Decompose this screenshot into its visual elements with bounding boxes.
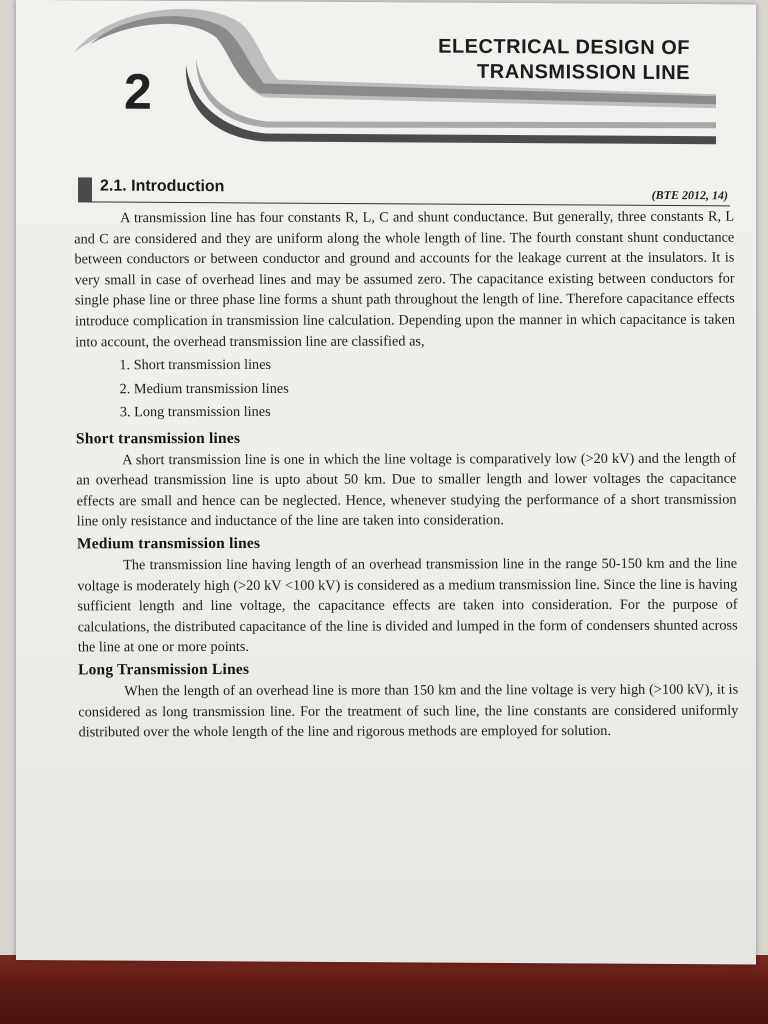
- page-content: [74, 207, 739, 744]
- list-item: 1. Short transmission lines: [119, 357, 272, 374]
- section-reference: (BTE 2012, 14): [651, 187, 728, 203]
- short-lines-heading: Short transmission lines: [75, 429, 241, 448]
- chapter-title-line1: ELECTRICAL DESIGN OF: [438, 35, 690, 60]
- classification-list: [75, 353, 736, 425]
- chapter-title-line2: TRANSMISSION LINE: [477, 60, 690, 85]
- medium-lines-heading: Medium transmission lines: [76, 534, 261, 553]
- section-title: 2.1. Introduction: [100, 177, 225, 196]
- short-lines-paragraph: A short transmission line is one in which the line voltage is comparatively low (>20 kV) and the length of an overhead transmission line is upto about 50 km. Due to smaller length and lower voltages the capacitance effects are small and hence can be neglected. Hence, whenever studying the performance of a short transmission line only resistance and inductance of the line are taken into consideration.: [76, 450, 737, 530]
- medium-lines-paragraph: The transmission line having length of an overhead transmission line in the range 50-150 km and the line voltage is moderately high (>20 kV <100 kV) is considered as a medium transmission line. Since the line is having sufficient length and line voltage, the capacitance effects are taken into consideration. For the purpose of calculations, the distributed capacitance of the line is divided and lumped in the form of condensers shunted across the line at one or more points.: [77, 555, 738, 656]
- section-heading: [78, 175, 730, 206]
- long-lines-paragraph: When the length of an overhead line is more than 150 km and the line voltage is very high (>100 kV), it is considered as long transmission line. For the treatment of such line, the line constants are considered uniformly distributed over the whole length of the line and rigorous methods are employed for solution.: [78, 681, 739, 741]
- chapter-title: [438, 35, 690, 87]
- list-item: 2. Medium transmission lines: [119, 380, 289, 397]
- chapter-number: 2: [124, 63, 152, 120]
- list-item: 3. Long transmission lines: [119, 404, 271, 421]
- book-page: [16, 0, 756, 965]
- long-lines-heading: Long Transmission Lines: [77, 660, 250, 679]
- section-marker: [78, 177, 92, 201]
- intro-paragraph: A transmission line has four constants R, L, C and shunt conductance. But generally, three constants R, L and C are considered and they are uniform along the whole length of line. The fourth constant shunt conductance between conductors or between conductor and ground and accounts for the leakage current at the insulators. It is very small in case of overhead lines and may be assumed zero. The capacitance existing between conductors for single phase line or three phase line forms a shunt path throughout the length of line. Therefore capacitance effects introduce complication in transmission line calculation. Depending upon the manner in which capacitance is taken into account, the overhead transmission line are classified as,: [74, 208, 736, 350]
- table-surface: [0, 955, 768, 1024]
